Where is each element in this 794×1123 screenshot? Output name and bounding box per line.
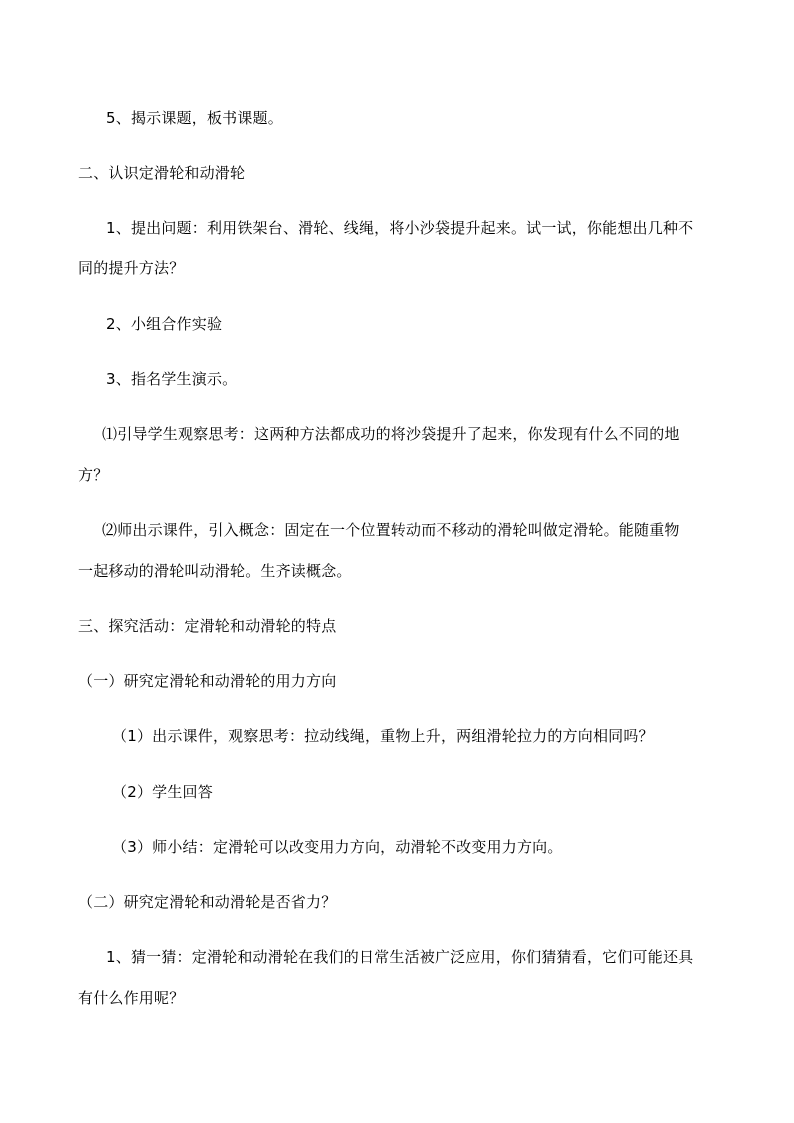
text-line: 5、揭示课题，板书课题。 [106,109,283,127]
text-line: 3、指名学生演示。 [106,370,238,388]
text-line: 方？ [78,466,109,484]
text-line: ⑵师出示课件，引入概念：固定在一个位置转动而不移动的滑轮叫做定滑轮。能随重物 [102,521,680,539]
text-line: （2）学生回答 [112,783,213,801]
text-line: （3）师小结：定滑轮可以改变用力方向，动滑轮不改变用力方向。 [112,838,563,856]
text-line: （1）出示课件，观察思考：拉动线绳，重物上升，两组滑轮拉力的方向相同吗？ [112,727,654,745]
text-line: 1、猜一猜：定滑轮和动滑轮在我们的日常生活被广泛应用，你们猜猜看，它们可能还具 [106,948,694,966]
section-heading: 二、认识定滑轮和动滑轮 [78,164,246,182]
text-line: 有什么作用呢？ [78,989,185,1007]
subsection-heading: （二）研究定滑轮和动滑轮是否省力？ [78,893,337,911]
text-line: 2、小组合作实验 [106,315,223,333]
text-line: ⑴引导学生观察思考：这两种方法都成功的将沙袋提升了起来，你发现有什么不同的地 [102,425,680,443]
text-line: 一起移动的滑轮叫动滑轮。生齐读概念。 [78,562,352,580]
text-line: 同的提升方法？ [78,259,185,277]
text-line: 1、提出问题：利用铁架台、滑轮、线绳，将小沙袋提升起来。试一试，你能想出几种不 [106,219,694,237]
subsection-heading: （一）研究定滑轮和动滑轮的用力方向 [78,672,337,690]
section-heading: 三、探究活动：定滑轮和动滑轮的特点 [78,617,337,635]
